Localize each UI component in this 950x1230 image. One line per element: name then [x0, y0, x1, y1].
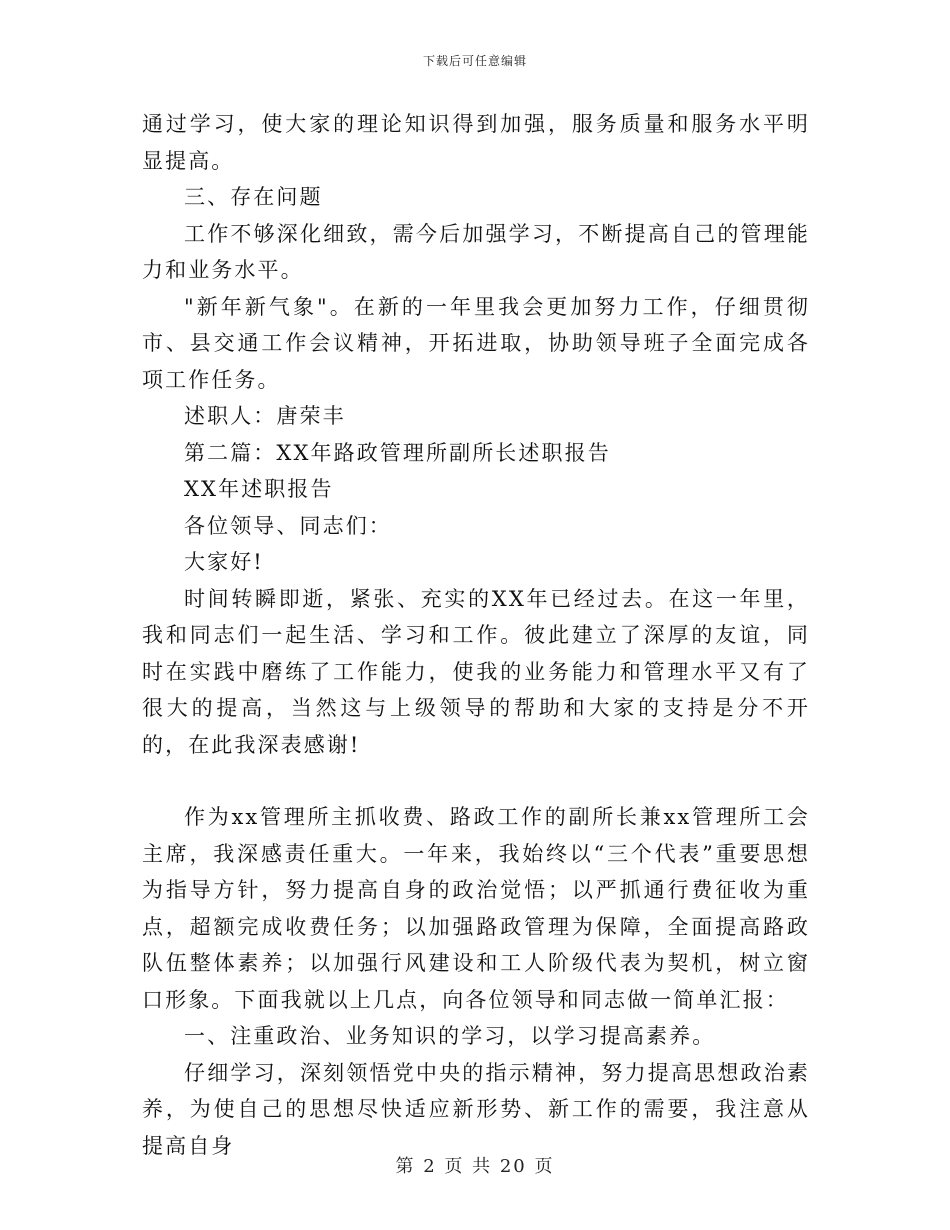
- paragraph-responsibility: 作为xx管理所主抓收费、路政工作的副所长兼xx管理所工会主席，我深感责任重大。一年来，我始终以“三个代表”重要思想为指导方针，努力提高自身的政治觉悟；以严抓通行费征收为重点，超额完成收费任务；以加强路政管理为保障，全面提高路政队伍整体素养；以加强行风建设和工人阶级代表为契机，树立窗口形象。下面我就以上几点，向各位领导和同志做一简单汇报：: [142, 805, 810, 1012]
- page-number-footer: 第 2 页 共 20 页: [395, 1156, 555, 1177]
- report-title: XX年述职报告: [184, 477, 334, 501]
- paragraph-study: 仔细学习，深刻领悟党中央的指示精神，努力提高思想政治素养，为使自己的思想尽快适应新形势、新工作的需要，我注意从提高自身: [142, 1060, 810, 1158]
- paragraph-problems: 工作不够深化细致，需今后加强学习，不断提高自己的管理能力和业务水平。: [142, 221, 810, 282]
- section-heading-study: 一、注重政治、业务知识的学习，以学习提高素养。: [184, 1024, 716, 1048]
- paragraph-new-year: "新年新气象"。在新的一年里我会更加努力工作，仔细贯彻市、县交通工作会议精神，开拓进取，协助领导班子全面完成各项工作任务。: [142, 294, 810, 392]
- chapter-title: 第二篇：XX年路政管理所副所长述职报告: [184, 440, 611, 465]
- page-header: 下载后可任意编辑: [422, 54, 527, 68]
- section-heading-problems: 三、存在问题: [184, 185, 323, 209]
- document-body: [142, 106, 810, 1164]
- paragraph-continuation: 通过学习，使大家的理论知识得到加强，服务质量和服务水平明显提高。: [142, 112, 810, 173]
- paragraph-intro: 时间转瞬即逝，紧张、充实的XX年已经过去。在这一年里，我和同志们一起生活、学习和工作。彼此建立了深厚的友谊，同时在实践中磨练了工作能力，使我的业务能力和管理水平又有了很大的提高，当然这与上级领导的帮助和大家的支持是分不开的，在此我深表感谢!: [142, 586, 810, 757]
- greeting: 大家好!: [184, 550, 264, 574]
- salutation: 各位领导、同志们：: [184, 513, 392, 538]
- reporter-signature: 述职人：唐荣丰: [184, 404, 346, 428]
